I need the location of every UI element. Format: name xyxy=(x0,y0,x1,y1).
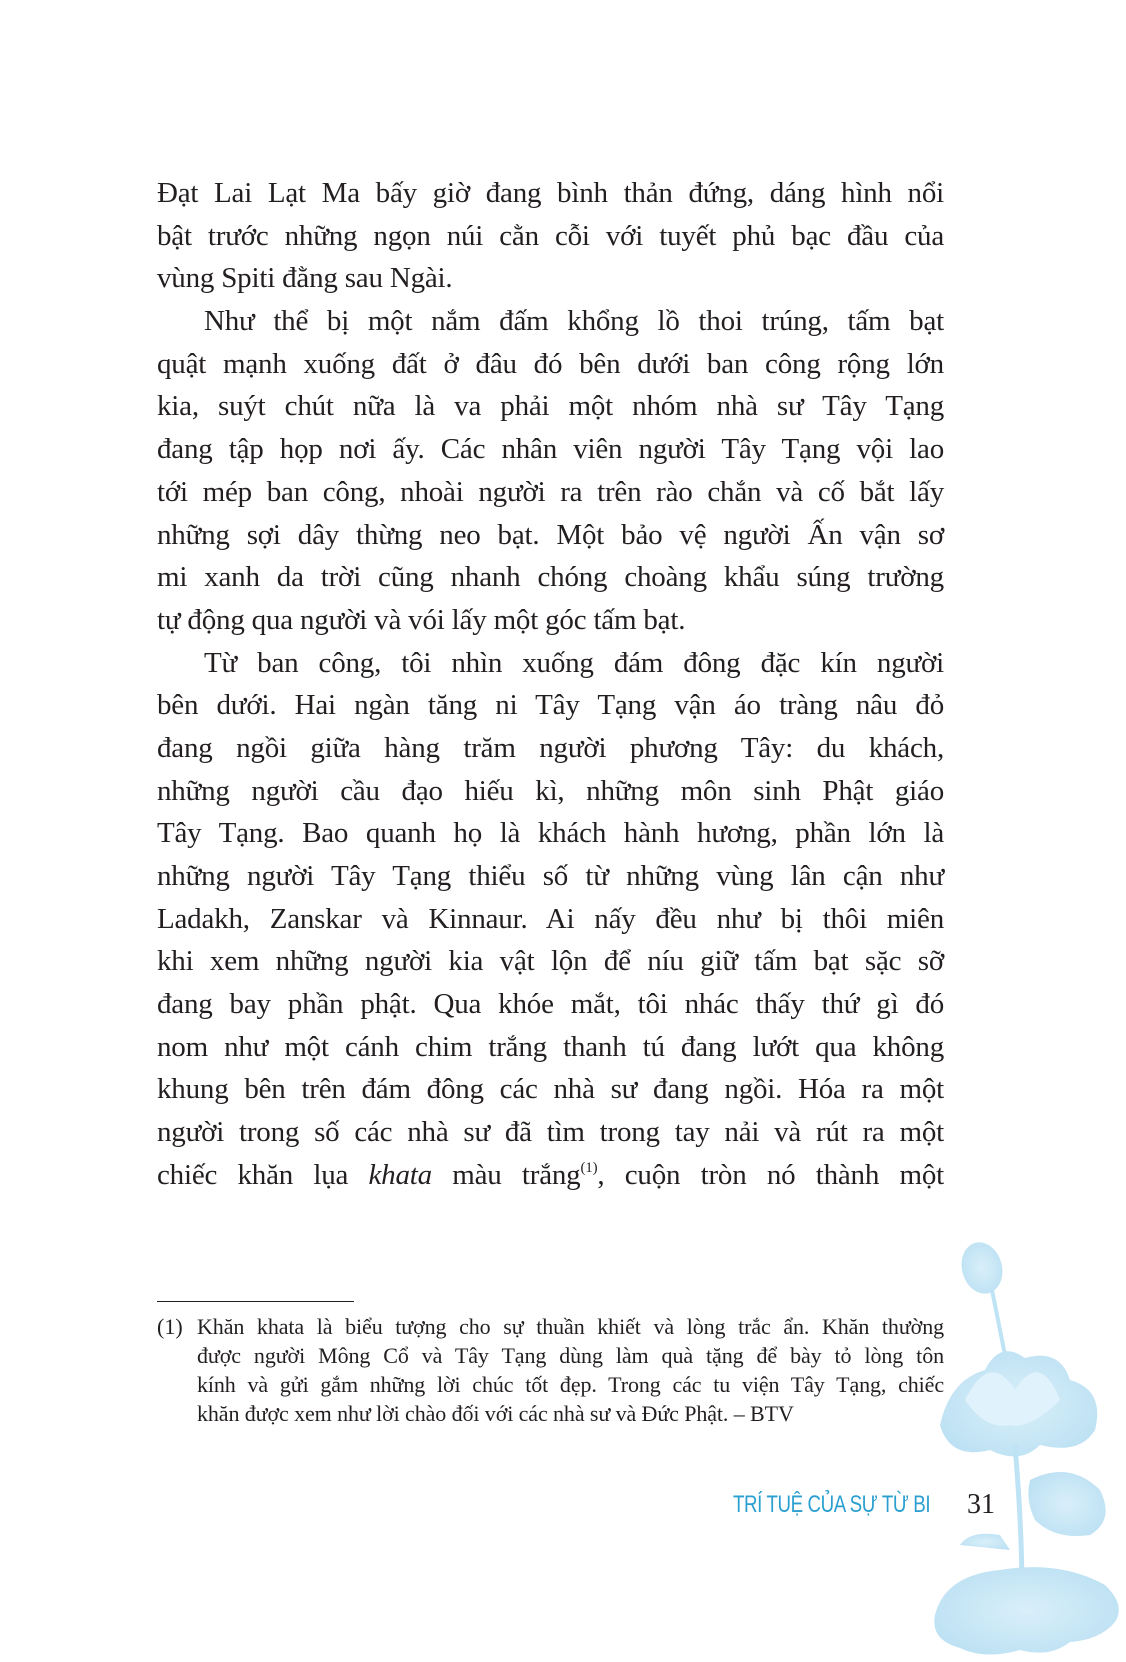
footnote-number: (1) xyxy=(157,1314,183,1339)
text-line: Tây Tạng. Bao quanh họ là khách hành hương, phần lớn là xyxy=(157,817,944,850)
text-line: Ladakh, Zanskar và Kinnaur. Ai nấy đều như bị thôi miên xyxy=(157,902,944,935)
running-title: TRÍ TUỆ CỦA SỰ TỪ BI xyxy=(733,1491,931,1518)
text-line: bên dưới. Hai ngàn tăng ni Tây Tạng vận áo tràng nâu đỏ xyxy=(157,689,944,722)
text-line: khi xem những người kia vật lộn để níu giữ tấm bạt sặc sỡ xyxy=(157,945,944,978)
text-line: người trong số các nhà sư đã tìm trong tay nải và rút ra một xyxy=(157,1116,944,1149)
footnote-line: kính và gửi gắm những lời chúc tốt đẹp. Trong các tu viện Tây Tạng, chiếc xyxy=(197,1372,944,1397)
text-line: khung bên trên đám đông các nhà sư đang ngồi. Hóa ra một xyxy=(157,1073,944,1106)
text-run: màu trắng xyxy=(431,1158,581,1191)
text-line: những người cầu đạo hiếu kì, những môn sinh Phật giáo xyxy=(157,774,944,807)
italic-term: khata xyxy=(368,1158,432,1191)
text-line: Từ ban công, tôi nhìn xuống đám đông đặc kín người xyxy=(204,646,944,679)
page-footer xyxy=(0,1488,1126,1522)
text-line: tự động qua người và vói lấy một góc tấm bạt. xyxy=(157,603,686,636)
text-run: , cuộn tròn nó thành một xyxy=(597,1158,944,1191)
text-line: những sợi dây thừng neo bạt. Một bảo vệ người Ấn vận sơ xyxy=(157,518,944,551)
text-line: đang bay phần phật. Qua khóe mắt, tôi nhác thấy thứ gì đó xyxy=(157,988,944,1021)
text-line: Như thể bị một nắm đấm khổng lồ thoi trúng, tấm bạt xyxy=(204,305,944,338)
footnote-reference[interactable]: (1) xyxy=(580,1159,598,1176)
text-line: nom như một cánh chim trắng thanh tú đang lướt qua không xyxy=(157,1030,944,1063)
footnote-line: Khăn khata là biểu tượng cho sự thuần khiết và lòng trắc ẩn. Khăn thường xyxy=(197,1314,944,1339)
text-line: kia, suýt chút nữa là va phải một nhóm nhà sư Tây Tạng xyxy=(157,390,944,423)
text-line: tới mép ban công, nhoài người ra trên rào chắn và cố bắt lấy xyxy=(157,475,944,508)
body-text xyxy=(157,172,944,1197)
footnote-line: được người Mông Cổ và Tây Tạng dùng làm quà tặng để bày tỏ lòng tôn xyxy=(197,1343,944,1368)
text-line: mi xanh da trời cũng nhanh chóng choàng khẩu súng trường xyxy=(157,561,944,594)
text-line: Đạt Lai Lạt Ma bấy giờ đang bình thản đứng, dáng hình nổi xyxy=(157,177,944,209)
text-line-with-footnote xyxy=(157,1154,944,1197)
footnote-divider xyxy=(157,1301,354,1302)
text-line: đang tập họp nơi ấy. Các nhân viên người Tây Tạng vội lao xyxy=(157,433,944,466)
text-line: đang ngồi giữa hàng trăm người phương Tây: du khách, xyxy=(157,731,944,764)
text-run: chiếc khăn lụa xyxy=(157,1158,369,1191)
page-number: 31 xyxy=(967,1489,995,1520)
text-line: quật mạnh xuống đất ở đâu đó bên dưới ban công rộng lớn xyxy=(157,347,944,380)
text-line: vùng Spiti đằng sau Ngài. xyxy=(157,262,453,295)
lotus-watermark-icon xyxy=(930,1230,1126,1662)
footnote xyxy=(157,1312,944,1428)
text-line: những người Tây Tạng thiểu số từ những vùng lân cận như xyxy=(157,860,944,892)
footnote-line: khăn được xem như lời chào đối với các nhà sư và Đức Phật. – BTV xyxy=(197,1401,794,1426)
text-line: bật trước những ngọn núi cằn cỗi với tuyết phủ bạc đầu của xyxy=(157,219,944,252)
